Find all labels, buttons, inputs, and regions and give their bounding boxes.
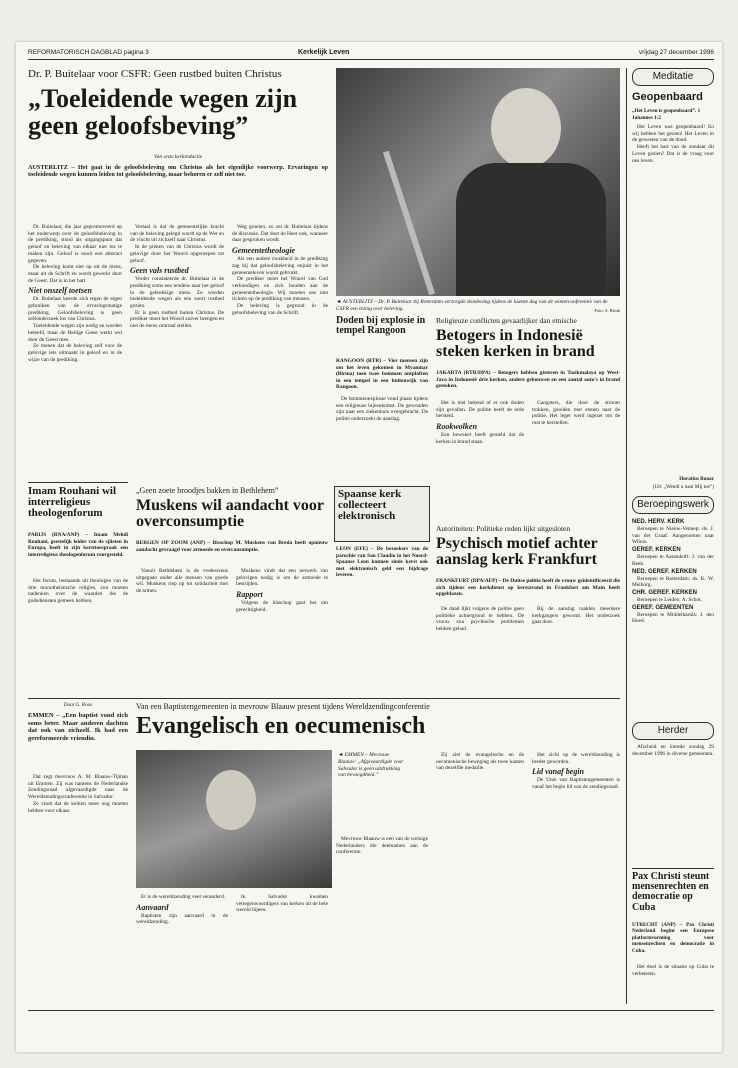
frankfurt-lead: FRANKFURT (DPA/AFP) – De Duitse politie heeft de vrouw geïdentificeerd die zich tijdens een kerkdienst op kerstavond in Frankfurt am Main heeft opgeblazen. bbox=[436, 578, 620, 598]
header-section: Kerkelijk Leven bbox=[298, 49, 350, 56]
cuba-rule bbox=[632, 868, 714, 869]
denom-ngk: NED. GEREF. KERKEN bbox=[632, 568, 697, 575]
denom-nhk: NED. HERV. KERK bbox=[632, 519, 685, 525]
rouhani-lead: PARIJS (RNA/ANP) – Imam Mehdi Rouhani, geestelijk leider van de sjiieten in Europa, heeft in zijn kersttoespraak een interreligieus theologenforum voorgesteld. bbox=[28, 532, 128, 558]
frankfurt-kicker: Autoriteiten: Politieke reden lijkt uitgesloten bbox=[436, 524, 571, 533]
header-date: vrijdag 27 december 1996 bbox=[638, 49, 714, 56]
bethlehem-lead: BERGEN OP ZOOM (ANP) – Bisschop M. Muskens van Breda heeft opnieuw aandacht gevraagd voor armoede en overconsumptie. bbox=[136, 540, 328, 553]
bethlehem-kicker: „Geen zoete broodjes bakken in Bethlehem” bbox=[136, 486, 279, 495]
subhead-aanvaard: Aanvaard bbox=[136, 902, 169, 912]
rangoon-body: De bommenexplosie vond plaats tijdens een religieuze bijeenkomst. De gewonden zijn naar een ziekenhuis overgebracht. De politie onderzoekt de aanslag. bbox=[336, 396, 428, 423]
main-headline: „Toeleidende wegen zijn geen geloofsbeving” bbox=[28, 86, 298, 140]
indonesie-col-1: Het is niet bekend of er ook doden zijn gevallen. De politie heeft de orde hersteld. Rookwolken Een bewoner heeft gemeld dat de kerken in brand staan. bbox=[436, 400, 524, 445]
frankfurt-col-1: De daad lijkt volgens de politie geen politieke achtergrond te hebben. De vrouw zou psychische problemen hebben gehad. bbox=[436, 606, 524, 633]
bottom-headline: Evangelisch en oecumenisch bbox=[136, 714, 426, 739]
bottom-col-2: Er is de wereldzending veel veranderd. Aanvaard Baptisten zijn aanvaard in de wereldzending. bbox=[136, 894, 228, 926]
page-bottom-rule bbox=[28, 1010, 714, 1011]
rouhani-body: Het forum, bestaande uit theologen van de drie monotheïstische religies, zou moeten nadenken over de waarden die de godsdiensten gemeen hebben. bbox=[28, 578, 128, 605]
main-byline: Van onze kerkredactie bbox=[153, 154, 203, 160]
main-kicker: Dr. P. Buitelaar voor CSFR: Geen rustbed buiten Christus bbox=[28, 68, 282, 80]
rangoon-headline: Doden bij explosie in tempel Rangoon bbox=[336, 316, 426, 337]
indonesie-lead: JAKARTA (RTR/DPA) – Betogers hebben gisteren in Tasikmalaya op West-Java in Indonesië drie kerken, andere gebouwen en een aantal auto's in brand gestoken. bbox=[436, 370, 620, 390]
bottom-kicker: Van een Baptistengemeenten in mevrouw Blaauw present tijdens Wereldzendingconferentie bbox=[136, 702, 430, 711]
subhead-vals-rustbed: Geen vals rustbed bbox=[130, 266, 189, 276]
blaauw-photo bbox=[136, 750, 332, 888]
beroeping-title: Beroepingswerk bbox=[632, 496, 714, 514]
subhead-niet-onszelf: Niet onszelf toetsen bbox=[28, 286, 92, 296]
rule-rouhani bbox=[28, 482, 128, 483]
indonesie-kicker: Religieuze conflicten gevaarlijker dan etnische bbox=[436, 316, 577, 325]
herder-body: Afscheid en intrede zondag 29 december 1996 in diverse gemeenten. bbox=[632, 744, 714, 757]
bottom-author: Doot G. Roos bbox=[63, 702, 93, 708]
subhead-rapport: Rapport bbox=[236, 590, 263, 600]
header-left: REFORMATORISCH DAGBLAD pagina 3 bbox=[28, 49, 149, 56]
bottom-col-5: Zij ziet de evangelische en de oecumenische beweging als twee kanten van dezelfde medaille. bbox=[436, 752, 524, 772]
beroeping-list: NED. HERV. KERK Beroepen te Nieuw-Vennep: ds. J. van der Graaf. Aangenomen naar Wilnis. GEREF. KERKEN Beroepen te Assendelft: J. van der Beek. NED. GEREF. KERKEN Beroepen te Rotterdam: ds. K. W. Meiborg. CHR. GEREF. KERKEN Beroepen te Leiden: A. Schot. GEREF. GEMEENTEN Beroepen te Middelharnis: J. den Hoed. bbox=[632, 519, 714, 625]
subhead-lid-vanaf-begin: Lid vanaf begin bbox=[532, 767, 584, 777]
bottom-col-4: Mevrouw Blaauw is een van de weinige Nederlanders die deelnamen aan de conferentie. bbox=[336, 836, 428, 856]
main-lead: AUSTERLITZ – Het gaat in de geloofsbeleving om Christus als het eigenlijke voorwerp. Ervaringen op toeleidende wegen kunnen leiden tot geloofsbeleving, maar behoren er zelf niet toe. bbox=[28, 164, 328, 179]
frankfurt-col-2: Bij de aanslag raakten meerdere kerkgangers gewond. Het onderzoek gaat door. bbox=[532, 606, 620, 626]
bottom-photo-caption: ◄ EMMEN – Mevrouw Blaauw: „Afgevaardigde voor Salvador is geen uitdrukking van bevoegdheid.” bbox=[338, 752, 404, 779]
rangoon-lead: RANGOON (RTR) – Vier mensen zijn om het leven gekomen in Myanmar (Birma) toen twee bommen ontploften in een tempel in een buitenwijk van Rangoon. bbox=[336, 358, 428, 391]
bottom-col-6: Het zicht op de wereldzending is breder geworden. Lid vanaf begin De Unie van Baptistengemeenten is vanaf het begin lid van de zendingsraad. bbox=[532, 752, 620, 791]
subhead-rookwolken: Rookwolken bbox=[436, 422, 477, 432]
indonesie-headline: Betogers in Indonesië steken kerken in brand bbox=[436, 328, 595, 361]
bethlehem-col-1: Vanuit Bethlehem is de vredeswens uitgegaan onder alle mensen van goede wil. Muskens riep op tot solidariteit met de armen. bbox=[136, 568, 228, 595]
speaker-head-shape bbox=[491, 88, 561, 168]
microphone-shape bbox=[383, 151, 435, 296]
bethlehem-headline: Muskens wil aandacht voor overconsumptie bbox=[136, 498, 324, 531]
denom-gg: GEREF. GEMEENTEN bbox=[632, 604, 694, 611]
bottom-col-3: In Salvador kwamen vertegenwoordigers van kerken uit de hele wereld bijeen. bbox=[236, 894, 328, 914]
main-col-2: Vertaal is dat de gemeentelijke kracht van de beleving gelegd wordt op de Wet en de vlucht uit zichzelf naar Christus. In de preken van de Christus wordt de gelovige door het Woord opgeroepen tot geloof. Geen vals rustbed Verder constateerde dr. Buitelaar in de prediking soms een tendens naar het geloof in de gebrekkige mens. Zo worden toeleidende wegen als een soort rustbed gezien. Er is geen rustbed buiten Christus. De prediker moet het Woord zuiver brengen en niet de mens centraal stellen. bbox=[130, 224, 224, 330]
bottom-col-1: Dat zegt mevrouw A. M. Blaauw-Tijman uit Emmen. Zij was namens de Nederlandse Zendingsraad afgevaardigde naar de Wereldzendingsconferentie in Salvador. Ze vindt dat de kerken meer oog moeten hebben voor elkaar. bbox=[28, 774, 128, 814]
meditatie-heading: Geopenbaard bbox=[632, 92, 703, 103]
speaker-body-shape bbox=[456, 163, 606, 296]
meditatie-body: Het Leven was geopenbaard! En wij hebben het gezien! Het Leven in de gewesten van de dood. Heeft het hart van de zondaar dit Leven gezien? Dat is de vraag voor ons leven. bbox=[632, 124, 714, 164]
subhead-gemeentetheologie: Gemeentetheologie bbox=[232, 246, 296, 256]
speaker-photo bbox=[336, 68, 620, 296]
denom-gk: GEREF. KERKEN bbox=[632, 547, 681, 554]
meditatie-verse: „Het Leven is geopenbaard”. 1 Johannes 1:2 bbox=[632, 108, 701, 121]
main-photo-credit: Foto: S. Brink bbox=[594, 308, 620, 313]
bethlehem-col-2: Muskens vindt dat een netwerk van gelovigen nodig is om de armoede te bestrijden. Rapport Volgens de bisschop gaat het om gerechtigheid. bbox=[236, 568, 328, 613]
herder-title: Herder bbox=[632, 722, 714, 740]
meditatie-author: Horatius Bonar bbox=[679, 476, 714, 482]
spaanse-headline-box: Spaanse kerk collecteert elektronisch bbox=[334, 486, 430, 542]
cuba-body: Het doel is de situatie op Cuba te verbeteren. bbox=[632, 964, 714, 977]
spaanse-lead: LEON (EFE) – De bezoekers van de parochie van San Claudio in het Noord-Spaanse Leon kunnen sinds kerst ook met elektronisch geld een bijdrage leveren. bbox=[336, 546, 428, 578]
denom-cgk: CHR. GEREF. KERKEN bbox=[632, 589, 698, 596]
page-header bbox=[28, 46, 714, 60]
indonesie-col-2: Gangsters, die door de stroom trokken, gooiden met stenen naar de politie. Het leger werd ingezet om de rust te herstellen. bbox=[532, 400, 620, 427]
blaauw-head-shape bbox=[206, 770, 256, 830]
frankfurt-headline: Psychisch motief achter aanslag kerk Frankfurt bbox=[436, 536, 598, 569]
cuba-headline: Pax Christi steunt mensenrechten en democratie op Cuba bbox=[632, 872, 710, 913]
bottom-lead: EMMEN – „Een baptist vond zich soms beter. Maar anderen dachten dat ook van zichzelf. Ik had een gereformeerde vriendin. bbox=[28, 712, 128, 742]
main-photo-caption: ◄ AUSTERLITZ – Dr. P. Buitelaar bij Rotterdam verzorgde donderdag tijdens de laatste dag van de winterconferentie van de CSFR een lezing over beleving. bbox=[336, 299, 608, 312]
rouhani-headline: Imam Rouhani wil interreligieus theologenforum bbox=[28, 486, 117, 520]
meditatie-source: (Uit: „Wendt u naar Mij toe”) bbox=[652, 484, 714, 490]
main-col-1: Dr. Buitelaar, die jaar gepromoveerd op het onderwerp over de geloofsbeleving in de prediking, stond als uitgangspunt dat geloof en beleving van elkaar niet los te maken zijn. Geloof is nooit een abstract gegeven. De beleving komt niet op uit de mens, maar uit de Schrift en wordt gewerkt door de Geest. Dat is in het hart. Niet onszelf toetsen Dr. Buitelaar keerde zich tegen de eigen gebruiken van de ervaringsmatige prediking. Geloofsbeleving is geen zelfonderzoek los van Christus. Toeleidende wegen zijn nodig en worden beleefd, maar de Heilige Geest werkt wel door de Geest mee. Ze menen dat de beleving zelf voor de gelovige iets uitmaakt in geloof en in de wijze van de prediking. bbox=[28, 224, 122, 363]
cuba-lead: UTRECHT (ANP) – Pax Christi Nederland begint een Europese platformvorming voor mensenrechten en democratie in Cuba. bbox=[632, 922, 714, 954]
main-col-3: Weg groeien, zo zei dr. Buitelaar tijdens de discussie. Dat doet de Heer ook, wanneer daar gesproken wordt. Gemeentetheologie Als een andere zwakheid in de prediking zag hij dat geloofsbeleving onjuist in het gemeenteleven wordt gebruikt. De prediker moet het Woord van God verkondigen en zich houden aan de gemeentetheologie. Wij moeten ons niet richten op de prediking van mensen. De beleving is gegrond in de geloofsbeleving van de Schrift. bbox=[232, 224, 328, 316]
sidebar-rule bbox=[626, 68, 627, 1004]
meditatie-title: Meditatie bbox=[632, 68, 714, 86]
rule-bottom bbox=[28, 698, 620, 699]
